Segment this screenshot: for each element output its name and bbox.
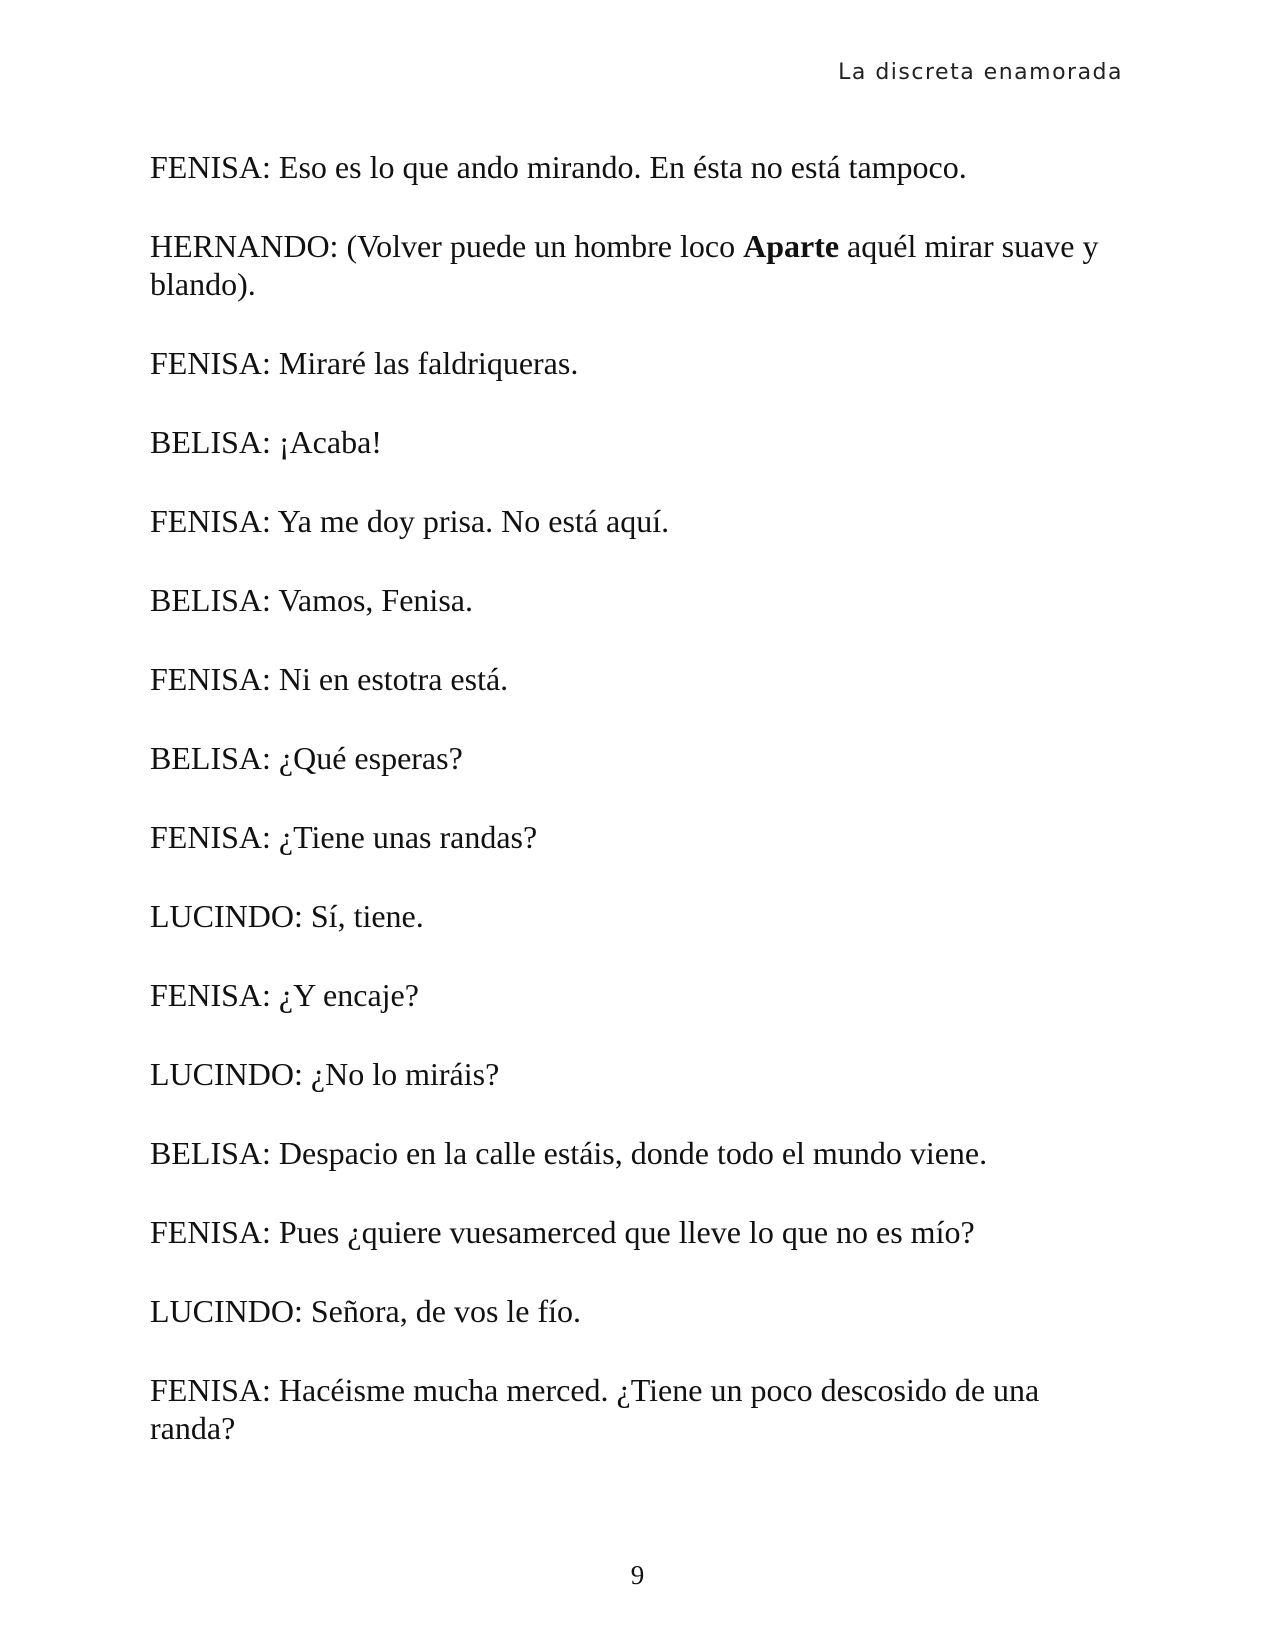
speaker-name: HERNANDO:	[150, 228, 339, 264]
line-text: (Volver puede un hombre loco	[338, 228, 744, 264]
line-text: Eso es lo que ando mirando. En ésta no está tampoco.	[270, 149, 967, 185]
speaker-name: FENISA:	[150, 345, 271, 381]
dialogue-line	[150, 344, 1125, 382]
line-text: Hacéisme mucha merced. ¿Tiene un poco descosido de una randa?	[150, 1372, 1040, 1446]
line-text: Señora, de vos le fío.	[302, 1293, 582, 1329]
line-text: ¿Qué esperas?	[270, 740, 463, 776]
running-header-title: La discreta enamorada	[838, 60, 1123, 85]
aside-stage-direction: Aparte	[743, 228, 840, 264]
dialogue-line	[150, 660, 1125, 698]
line-text: ¿Y encaje?	[270, 977, 419, 1013]
speaker-name: FENISA:	[150, 1372, 271, 1408]
speaker-name: BELISA:	[150, 1135, 271, 1171]
speaker-name: LUCINDO:	[150, 1056, 303, 1092]
dialogue-line	[150, 1213, 1125, 1251]
speaker-name: BELISA:	[150, 424, 271, 460]
dialogue-line	[150, 148, 1125, 186]
line-text: Ya me doy prisa. No está aquí.	[270, 503, 670, 539]
dialogue-line	[150, 1055, 1125, 1093]
line-text: Despacio en la calle estáis, donde todo el mundo viene.	[270, 1135, 988, 1171]
speaker-name: FENISA:	[150, 819, 271, 855]
line-text: Pues ¿quiere vuesamerced que lleve lo que no es mío?	[270, 1214, 975, 1250]
line-text: ¿Tiene unas randas?	[270, 819, 538, 855]
line-text: Vamos, Fenisa.	[270, 582, 473, 618]
line-text: Miraré las faldriqueras.	[270, 345, 579, 381]
dialogue-line	[150, 976, 1125, 1014]
dialogue-line	[150, 423, 1125, 461]
line-text: Sí, tiene.	[302, 898, 424, 934]
dialogue-line	[150, 739, 1125, 777]
dialogue-line	[150, 897, 1125, 935]
speaker-name: FENISA:	[150, 149, 271, 185]
speaker-name: FENISA:	[150, 977, 271, 1013]
dialogue-line	[150, 1371, 1125, 1447]
dialogue-line	[150, 1292, 1125, 1330]
line-text: Ni en estotra está.	[270, 661, 509, 697]
speaker-name: BELISA:	[150, 740, 271, 776]
page-number: 9	[630, 1560, 645, 1590]
dialogue-line	[150, 818, 1125, 856]
dialogue-body	[150, 148, 1125, 1488]
dialogue-line	[150, 581, 1125, 619]
speaker-name: FENISA:	[150, 503, 271, 539]
dialogue-line	[150, 227, 1125, 303]
dialogue-line	[150, 1134, 1125, 1172]
speaker-name: FENISA:	[150, 1214, 271, 1250]
speaker-name: LUCINDO:	[150, 1293, 303, 1329]
line-text: ¿No lo miráis?	[302, 1056, 500, 1092]
speaker-name: FENISA:	[150, 661, 271, 697]
dialogue-line	[150, 502, 1125, 540]
speaker-name: BELISA:	[150, 582, 271, 618]
speaker-name: LUCINDO:	[150, 898, 303, 934]
line-text: ¡Acaba!	[270, 424, 382, 460]
line-text: aquél mirar suave y blando).	[150, 228, 1099, 302]
